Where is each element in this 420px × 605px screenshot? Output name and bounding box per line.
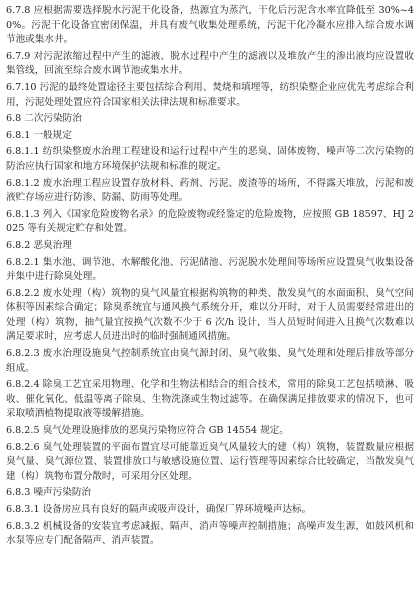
- para-6-8-3-2: 6.8.3.2 机械设备的安装宜考虑减振、隔声、消声等噪声控制措施；高噪声发生源，如鼓风机和水泵等应专门配备隔声、消声装置。: [6, 520, 414, 547]
- para-6-7-8: 6.7.8 应根据需要选择脱水污泥干化设备，热源宜为蒸汽，干化后污泥含水率宜降低至 30%~40%。污泥干化设备宜密闭保温，并具有废气收集处理系统，污泥干化冷凝水应排入综合废水调节池或集水井。: [6, 5, 414, 46]
- para-6-8-1-3: 6.8.1.3 列入《国家危险废物名录》的危险废物或经鉴定的危险废物，应按照 GB 18597、HJ 2025 等有关规定贮存和处置。: [6, 208, 414, 235]
- para-6-8-2-3: 6.8.2.3 废水治理设施臭气控制系统宜由臭气源封闭、臭气收集、臭气处理和处理后排放等部分组成。: [6, 348, 414, 374]
- subsection-heading-6-8-2: 6.8.2 恶臭治理: [6, 239, 72, 251]
- para-6-8-1-2: 6.8.1.2 废水治理工程应设置存放材料、药剂、污泥、废渣等的场所，不得露天堆放，污泥和废液贮存场应进行防渗、防漏、防雨等处理。: [6, 177, 414, 204]
- para-6-7-10: 6.7.10 污泥的最终处置途径主要包括综合利用、焚烧和填埋等，纺织染整企业应优先考虑综合利用，污泥处理处置应符合国家相关法律法规和标准要求。: [6, 81, 414, 108]
- para-6-8-2-2: 6.8.2.2 废水处理（构）筑物的臭气风量宜根据构筑物的种类、散发臭气的水面面积、臭气空间体积等因素综合确定；除臭系统宜与通风换气系统分开，难以分开时，对于人员需要经常进出的处理（构）筑物，抽气量宜按换气次数不少于 6 次/h 设计，当人员短时间进入且换气次数难以满足要求时，应考虑人员进出时的临时强制通风措施。: [6, 287, 414, 343]
- para-6-8-2-6: 6.8.2.6 臭气处理装置的平面布置宜尽可能靠近臭气风量较大的建（构）筑物，装置数量应根据臭气量、臭气源位置、装置排放口与敏感设施位置、运行管理等因素综合比较确定，当散发臭气建（构）筑物布置分散时，可采用分区处理。: [6, 441, 414, 482]
- subsection-heading-6-8-3: 6.8.3 噪声污染防治: [6, 487, 92, 499]
- para-6-8-1-1: 6.8.1.1 纺织染整废水治理工程建设和运行过程中产生的恶臭、固体废物、噪声等二次污染物的防治应执行国家和地方环境保护法规和标准的规定。: [6, 146, 414, 172]
- para-6-8-2-4: 6.8.2.4 除臭工艺宜采用物理、化学和生物法相结合的组合技术，常用的除臭工艺包括喷淋、吸收、催化氧化、低温等离子除臭、生物洗涤或生物过滤等。在确保满足排放要求的情况下，也可采取喷洒植物提取液等缓解措施。: [6, 379, 414, 420]
- subsection-heading-6-8-1: 6.8.1 一般规定: [6, 129, 72, 141]
- section-heading-6-8: 6.8 二次污染防治: [6, 113, 82, 125]
- para-6-8-2-1: 6.8.2.1 集水池、调节池、水解酸化池、污泥储池、污泥脱水处理间等场所应设置臭气收集设备并集中进行除臭处理。: [6, 256, 414, 283]
- para-6-8-2-5: 6.8.2.5 臭气处理设施排放的恶臭污染物应符合 GB 14554 规定。: [6, 425, 289, 437]
- para-6-7-9: 6.7.9 对污泥浓缩过程中产生的滤液、脱水过程中产生的滤液以及堆放产生的渗出液均应设置收集管线，回流至综合废水调节池或集水井。: [6, 50, 414, 77]
- para-6-8-3-1: 6.8.3.1 设备房应具有良好的隔声或吸声设计，确保厂界环境噪声达标。: [6, 504, 312, 515]
